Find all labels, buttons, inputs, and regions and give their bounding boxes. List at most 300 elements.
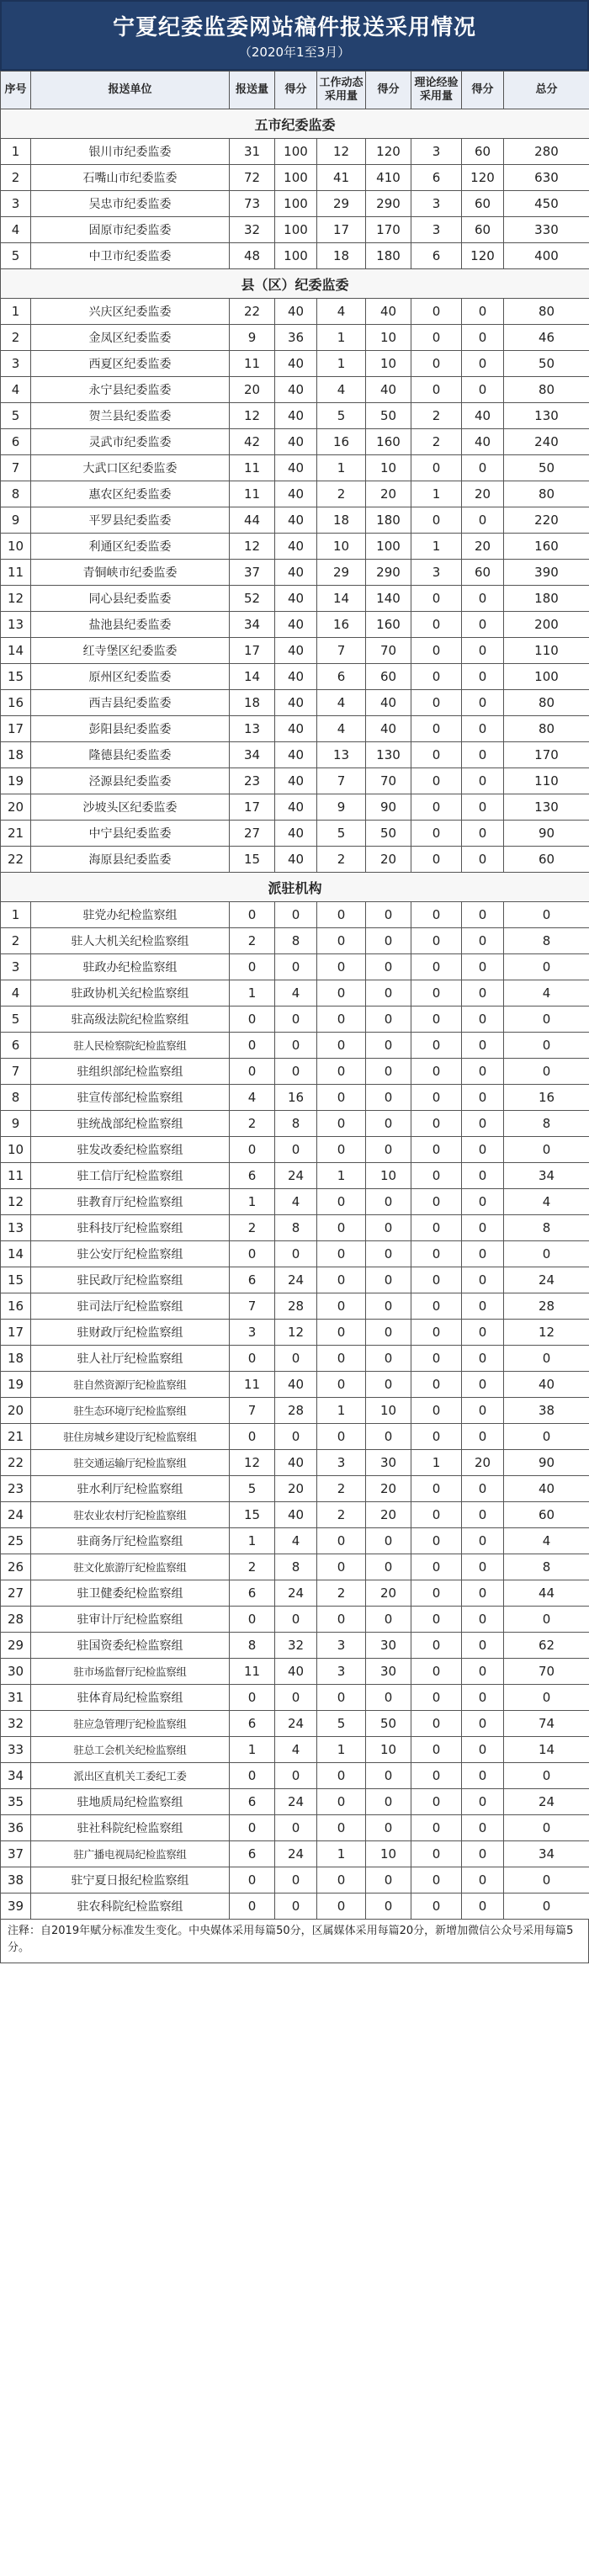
work-news-score: 10 — [366, 1163, 411, 1189]
row-index: 17 — [1, 1320, 31, 1346]
theory-score: 0 — [462, 1685, 504, 1711]
row-index: 22 — [1, 847, 31, 873]
total-score: 100 — [504, 664, 589, 690]
column-header-work-news: 工作动态采用量 — [317, 72, 366, 109]
row-index: 15 — [1, 664, 31, 690]
submitted-score: 100 — [275, 165, 317, 191]
theory-score: 0 — [462, 1215, 504, 1241]
work-news-score: 0 — [366, 1006, 411, 1033]
work-news-count: 5 — [317, 821, 366, 847]
unit-name: 大武口区纪委监委 — [31, 455, 230, 481]
total-score: 0 — [504, 954, 589, 980]
work-news-score: 10 — [366, 455, 411, 481]
row-index: 20 — [1, 794, 31, 821]
work-news-score: 0 — [366, 902, 411, 928]
theory-count: 0 — [411, 1189, 462, 1215]
total-score: 70 — [504, 1659, 589, 1685]
table-row — [1, 1789, 589, 1815]
row-index: 5 — [1, 403, 31, 429]
submitted-score: 24 — [275, 1711, 317, 1737]
work-news-score: 40 — [366, 716, 411, 742]
unit-name: 固原市纪委监委 — [31, 217, 230, 243]
table-row — [1, 377, 589, 403]
row-index: 30 — [1, 1659, 31, 1685]
theory-score: 0 — [462, 716, 504, 742]
unit-name: 驻住房城乡建设厅纪检监察组 — [31, 1424, 230, 1450]
submitted-score: 0 — [275, 1137, 317, 1163]
work-news-score: 20 — [366, 847, 411, 873]
table-row — [1, 1163, 589, 1189]
submitted-count: 11 — [230, 481, 275, 507]
theory-score: 0 — [462, 1189, 504, 1215]
submitted-score: 40 — [275, 481, 317, 507]
total-score: 0 — [504, 1424, 589, 1450]
submitted-score: 0 — [275, 1241, 317, 1267]
work-news-count: 2 — [317, 1580, 366, 1607]
work-news-score: 0 — [366, 1763, 411, 1789]
theory-count: 0 — [411, 1659, 462, 1685]
unit-name: 驻地质局纪检监察组 — [31, 1789, 230, 1815]
row-index: 7 — [1, 455, 31, 481]
submitted-count: 12 — [230, 534, 275, 560]
theory-score: 0 — [462, 299, 504, 325]
row-index: 3 — [1, 351, 31, 377]
unit-name: 红寺堡区纪委监委 — [31, 638, 230, 664]
unit-name: 驻党办纪检监察组 — [31, 902, 230, 928]
submitted-count: 2 — [230, 1215, 275, 1241]
row-index: 39 — [1, 1893, 31, 1920]
submitted-count: 0 — [230, 1607, 275, 1633]
work-news-count: 0 — [317, 1215, 366, 1241]
unit-name: 驻商务厅纪检监察组 — [31, 1528, 230, 1554]
unit-name: 驻生态环境厅纪检监察组 — [31, 1398, 230, 1424]
submitted-count: 0 — [230, 1867, 275, 1893]
total-score: 60 — [504, 847, 589, 873]
work-news-count: 4 — [317, 690, 366, 716]
theory-count: 0 — [411, 928, 462, 954]
unit-name: 惠农区纪委监委 — [31, 481, 230, 507]
table-row — [1, 794, 589, 821]
column-header-total: 总分 — [504, 72, 589, 109]
work-news-count: 1 — [317, 1737, 366, 1763]
theory-count: 1 — [411, 481, 462, 507]
section-header-row — [1, 109, 589, 139]
work-news-score: 0 — [366, 1137, 411, 1163]
theory-count: 0 — [411, 1267, 462, 1293]
theory-count: 0 — [411, 1685, 462, 1711]
submitted-count: 4 — [230, 1085, 275, 1111]
total-score: 8 — [504, 1554, 589, 1580]
submitted-score: 40 — [275, 690, 317, 716]
work-news-count: 0 — [317, 1085, 366, 1111]
work-news-score: 20 — [366, 1502, 411, 1528]
theory-count: 6 — [411, 243, 462, 269]
table-row — [1, 1528, 589, 1554]
table-row — [1, 1867, 589, 1893]
report-table — [0, 71, 589, 1920]
unit-name: 利通区纪委监委 — [31, 534, 230, 560]
theory-score: 0 — [462, 1789, 504, 1815]
submitted-count: 0 — [230, 1033, 275, 1059]
total-score: 50 — [504, 455, 589, 481]
row-index: 21 — [1, 821, 31, 847]
row-index: 6 — [1, 429, 31, 455]
theory-count: 0 — [411, 638, 462, 664]
row-index: 25 — [1, 1528, 31, 1554]
unit-name: 驻科技厅纪检监察组 — [31, 1215, 230, 1241]
work-news-score: 40 — [366, 299, 411, 325]
total-score: 0 — [504, 1346, 589, 1372]
table-row — [1, 1763, 589, 1789]
work-news-score: 0 — [366, 1372, 411, 1398]
row-index: 37 — [1, 1841, 31, 1867]
submitted-score: 40 — [275, 612, 317, 638]
theory-score: 0 — [462, 612, 504, 638]
theory-count: 1 — [411, 1450, 462, 1476]
submitted-score: 40 — [275, 742, 317, 768]
work-news-count: 2 — [317, 847, 366, 873]
submitted-score: 100 — [275, 139, 317, 165]
work-news-score: 180 — [366, 243, 411, 269]
work-news-count: 0 — [317, 980, 366, 1006]
work-news-score: 10 — [366, 351, 411, 377]
submitted-score: 100 — [275, 243, 317, 269]
submitted-count: 0 — [230, 1685, 275, 1711]
total-score: 170 — [504, 742, 589, 768]
submitted-count: 0 — [230, 1346, 275, 1372]
table-row — [1, 716, 589, 742]
total-score: 34 — [504, 1163, 589, 1189]
unit-name: 驻统战部纪检监察组 — [31, 1111, 230, 1137]
page-subtitle: （2020年1至3月） — [238, 45, 351, 60]
theory-score: 0 — [462, 1528, 504, 1554]
submitted-count: 72 — [230, 165, 275, 191]
theory-score: 0 — [462, 954, 504, 980]
theory-count: 0 — [411, 742, 462, 768]
row-index: 9 — [1, 1111, 31, 1137]
theory-score: 60 — [462, 217, 504, 243]
unit-name: 驻政协机关纪检监察组 — [31, 980, 230, 1006]
row-index: 2 — [1, 325, 31, 351]
row-index: 13 — [1, 612, 31, 638]
table-row — [1, 1372, 589, 1398]
theory-count: 0 — [411, 1841, 462, 1867]
theory-count: 0 — [411, 377, 462, 403]
work-news-count: 0 — [317, 1137, 366, 1163]
unit-name: 盐池县纪委监委 — [31, 612, 230, 638]
submitted-count: 0 — [230, 954, 275, 980]
work-news-score: 0 — [366, 1789, 411, 1815]
work-news-score: 290 — [366, 560, 411, 586]
theory-count: 0 — [411, 1789, 462, 1815]
theory-score: 0 — [462, 1659, 504, 1685]
theory-score: 0 — [462, 638, 504, 664]
page-header — [0, 0, 589, 71]
total-score: 160 — [504, 534, 589, 560]
theory-count: 0 — [411, 455, 462, 481]
submitted-count: 34 — [230, 612, 275, 638]
table-row — [1, 638, 589, 664]
work-news-score: 30 — [366, 1633, 411, 1659]
table-row — [1, 560, 589, 586]
submitted-score: 0 — [275, 1685, 317, 1711]
total-score: 630 — [504, 165, 589, 191]
total-score: 90 — [504, 1450, 589, 1476]
work-news-score: 0 — [366, 1607, 411, 1633]
submitted-score: 32 — [275, 1633, 317, 1659]
theory-count: 0 — [411, 1215, 462, 1241]
unit-name: 驻交通运输厅纪检监察组 — [31, 1450, 230, 1476]
work-news-score: 0 — [366, 1241, 411, 1267]
submitted-score: 36 — [275, 325, 317, 351]
unit-name: 西吉县纪委监委 — [31, 690, 230, 716]
table-row — [1, 1476, 589, 1502]
total-score: 240 — [504, 429, 589, 455]
theory-count: 0 — [411, 1815, 462, 1841]
submitted-count: 17 — [230, 794, 275, 821]
row-index: 6 — [1, 1033, 31, 1059]
column-header-unit: 报送单位 — [31, 72, 230, 109]
table-row — [1, 690, 589, 716]
table-row — [1, 1215, 589, 1241]
total-score: 0 — [504, 1137, 589, 1163]
submitted-score: 40 — [275, 716, 317, 742]
total-score: 0 — [504, 1867, 589, 1893]
unit-name: 驻应急管理厅纪检监察组 — [31, 1711, 230, 1737]
submitted-score: 40 — [275, 768, 317, 794]
total-score: 330 — [504, 217, 589, 243]
theory-count: 0 — [411, 1607, 462, 1633]
section-title: 县（区）纪委监委 — [1, 269, 589, 299]
submitted-score: 40 — [275, 1450, 317, 1476]
work-news-score: 0 — [366, 1189, 411, 1215]
theory-score: 60 — [462, 139, 504, 165]
work-news-score: 0 — [366, 1320, 411, 1346]
theory-count: 0 — [411, 1711, 462, 1737]
theory-count: 0 — [411, 1737, 462, 1763]
total-score: 16 — [504, 1085, 589, 1111]
work-news-count: 29 — [317, 191, 366, 217]
theory-score: 0 — [462, 1241, 504, 1267]
total-score: 8 — [504, 1215, 589, 1241]
row-index: 31 — [1, 1685, 31, 1711]
work-news-score: 0 — [366, 1554, 411, 1580]
total-score: 40 — [504, 1372, 589, 1398]
work-news-count: 17 — [317, 217, 366, 243]
submitted-count: 5 — [230, 1476, 275, 1502]
unit-name: 驻高级法院纪检监察组 — [31, 1006, 230, 1033]
submitted-count: 18 — [230, 690, 275, 716]
section-title: 派驻机构 — [1, 873, 589, 902]
submitted-count: 12 — [230, 403, 275, 429]
total-score: 80 — [504, 481, 589, 507]
table-row — [1, 325, 589, 351]
submitted-count: 23 — [230, 768, 275, 794]
theory-score: 0 — [462, 1320, 504, 1346]
theory-score: 0 — [462, 586, 504, 612]
total-score: 80 — [504, 716, 589, 742]
work-news-count: 0 — [317, 1815, 366, 1841]
work-news-count: 13 — [317, 742, 366, 768]
table-row — [1, 954, 589, 980]
work-news-count: 0 — [317, 1789, 366, 1815]
section-header-row — [1, 873, 589, 902]
theory-count: 0 — [411, 1006, 462, 1033]
submitted-score: 40 — [275, 638, 317, 664]
submitted-score: 0 — [275, 1424, 317, 1450]
total-score: 130 — [504, 403, 589, 429]
total-score: 180 — [504, 586, 589, 612]
submitted-count: 37 — [230, 560, 275, 586]
work-news-score: 0 — [366, 1293, 411, 1320]
submitted-score: 24 — [275, 1789, 317, 1815]
work-news-count: 16 — [317, 429, 366, 455]
work-news-score: 0 — [366, 1685, 411, 1711]
unit-name: 金凤区纪委监委 — [31, 325, 230, 351]
work-news-score: 0 — [366, 1267, 411, 1293]
theory-score: 0 — [462, 1033, 504, 1059]
theory-score: 0 — [462, 1867, 504, 1893]
work-news-count: 0 — [317, 928, 366, 954]
work-news-score: 0 — [366, 1424, 411, 1450]
work-news-score: 170 — [366, 217, 411, 243]
work-news-count: 4 — [317, 299, 366, 325]
table-row — [1, 1137, 589, 1163]
unit-name: 隆德县纪委监委 — [31, 742, 230, 768]
table-row — [1, 1607, 589, 1633]
table-row — [1, 1346, 589, 1372]
total-score: 62 — [504, 1633, 589, 1659]
table-row — [1, 1659, 589, 1685]
table-row — [1, 1841, 589, 1867]
row-index: 9 — [1, 507, 31, 534]
unit-name: 原州区纪委监委 — [31, 664, 230, 690]
theory-score: 60 — [462, 191, 504, 217]
row-index: 12 — [1, 1189, 31, 1215]
theory-count: 0 — [411, 1633, 462, 1659]
work-news-score: 20 — [366, 1580, 411, 1607]
work-news-score: 50 — [366, 1711, 411, 1737]
submitted-count: 1 — [230, 1737, 275, 1763]
submitted-score: 24 — [275, 1163, 317, 1189]
total-score: 0 — [504, 1059, 589, 1085]
theory-count: 0 — [411, 612, 462, 638]
theory-score: 0 — [462, 664, 504, 690]
unit-name: 驻国资委纪检监察组 — [31, 1633, 230, 1659]
submitted-count: 7 — [230, 1293, 275, 1320]
row-index: 28 — [1, 1607, 31, 1633]
table-row — [1, 403, 589, 429]
work-news-count: 0 — [317, 1267, 366, 1293]
total-score: 0 — [504, 902, 589, 928]
work-news-score: 0 — [366, 928, 411, 954]
work-news-score: 0 — [366, 1085, 411, 1111]
work-news-score: 10 — [366, 1737, 411, 1763]
work-news-count: 6 — [317, 664, 366, 690]
table-row — [1, 1241, 589, 1267]
total-score: 50 — [504, 351, 589, 377]
work-news-count: 0 — [317, 1685, 366, 1711]
submitted-score: 0 — [275, 902, 317, 928]
submitted-score: 8 — [275, 1111, 317, 1137]
work-news-count: 0 — [317, 1607, 366, 1633]
theory-score: 0 — [462, 1580, 504, 1607]
work-news-count: 7 — [317, 768, 366, 794]
work-news-count: 16 — [317, 612, 366, 638]
table-row — [1, 299, 589, 325]
submitted-count: 6 — [230, 1267, 275, 1293]
unit-name: 驻社科院纪检监察组 — [31, 1815, 230, 1841]
unit-name: 海原县纪委监委 — [31, 847, 230, 873]
work-news-count: 0 — [317, 1528, 366, 1554]
work-news-count: 0 — [317, 954, 366, 980]
total-score: 0 — [504, 1815, 589, 1841]
row-index: 13 — [1, 1215, 31, 1241]
submitted-count: 9 — [230, 325, 275, 351]
column-header-index: 序号 — [1, 72, 31, 109]
total-score: 0 — [504, 1607, 589, 1633]
submitted-score: 0 — [275, 1815, 317, 1841]
theory-score: 0 — [462, 455, 504, 481]
submitted-count: 34 — [230, 742, 275, 768]
submitted-count: 42 — [230, 429, 275, 455]
theory-count: 0 — [411, 690, 462, 716]
theory-score: 0 — [462, 1737, 504, 1763]
total-score: 60 — [504, 1502, 589, 1528]
table-row — [1, 217, 589, 243]
table-row — [1, 768, 589, 794]
submitted-count: 0 — [230, 1893, 275, 1920]
total-score: 130 — [504, 794, 589, 821]
theory-score: 0 — [462, 1293, 504, 1320]
work-news-count: 0 — [317, 1893, 366, 1920]
submitted-count: 52 — [230, 586, 275, 612]
theory-score: 20 — [462, 1450, 504, 1476]
theory-score: 0 — [462, 1372, 504, 1398]
work-news-count: 29 — [317, 560, 366, 586]
total-score: 220 — [504, 507, 589, 534]
theory-count: 0 — [411, 821, 462, 847]
theory-count: 0 — [411, 1033, 462, 1059]
work-news-score: 50 — [366, 403, 411, 429]
unit-name: 驻财政厅纪检监察组 — [31, 1320, 230, 1346]
theory-count: 0 — [411, 1398, 462, 1424]
unit-name: 驻广播电视局纪检监察组 — [31, 1841, 230, 1867]
table-row — [1, 1424, 589, 1450]
total-score: 34 — [504, 1841, 589, 1867]
work-news-score: 0 — [366, 1215, 411, 1241]
submitted-count: 6 — [230, 1163, 275, 1189]
table-row — [1, 351, 589, 377]
work-news-score: 10 — [366, 325, 411, 351]
row-index: 11 — [1, 560, 31, 586]
submitted-score: 40 — [275, 664, 317, 690]
work-news-score: 160 — [366, 612, 411, 638]
submitted-count: 73 — [230, 191, 275, 217]
column-header-theory: 理论经验采用量 — [411, 72, 462, 109]
submitted-count: 0 — [230, 1815, 275, 1841]
table-row — [1, 1267, 589, 1293]
unit-name: 中宁县纪委监委 — [31, 821, 230, 847]
work-news-score: 30 — [366, 1659, 411, 1685]
submitted-count: 7 — [230, 1398, 275, 1424]
theory-score: 0 — [462, 742, 504, 768]
row-index: 4 — [1, 217, 31, 243]
work-news-count: 12 — [317, 139, 366, 165]
submitted-score: 4 — [275, 980, 317, 1006]
theory-score: 0 — [462, 351, 504, 377]
theory-score: 0 — [462, 507, 504, 534]
